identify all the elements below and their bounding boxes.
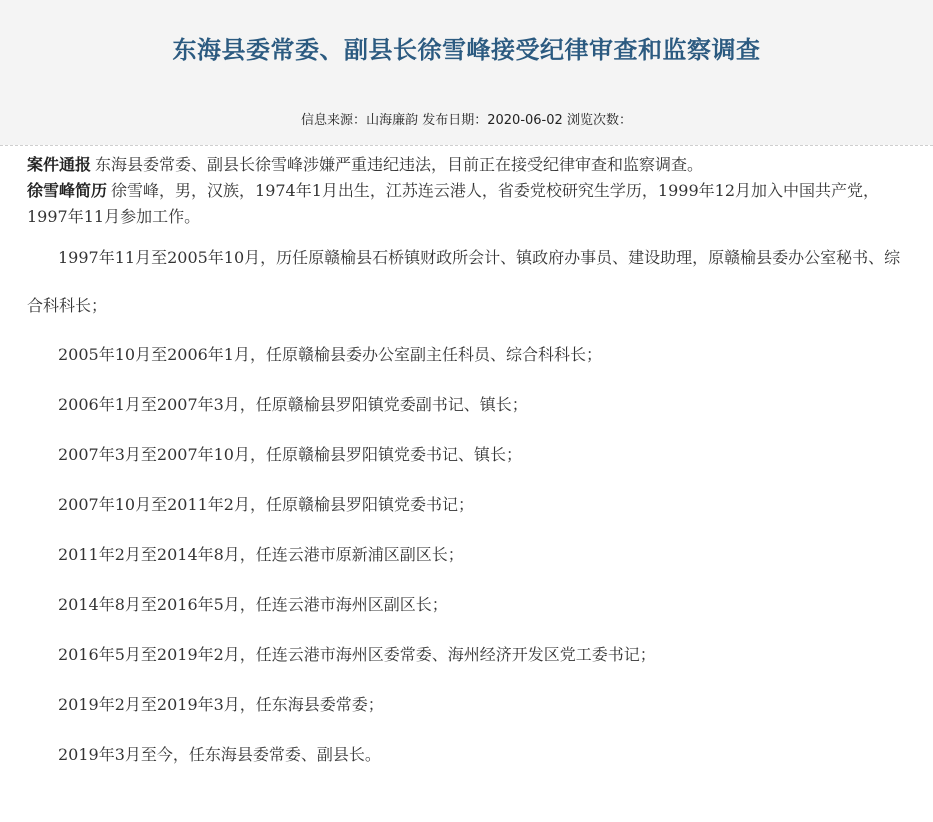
article-meta — [0, 109, 933, 128]
career-item: 1997年11月至2005年10月，历任原赣榆县石桥镇财政所会计、镇政府办事员、建设助理，原赣榆县委办公室秘书、综合科科长； — [27, 248, 901, 315]
views-label: 浏览次数： — [566, 113, 632, 128]
career-item: 2005年10月至2006年1月，任原赣榆县委办公室副主任科员、综合科科长； — [58, 345, 602, 364]
case-paragraph — [27, 152, 907, 178]
date-value: 2020-06-02 — [487, 113, 563, 128]
case-label: 案件通报 — [27, 155, 92, 174]
career-item: 2007年10月至2011年2月，任原赣榆县罗阳镇党委书记； — [58, 495, 474, 514]
article-header — [0, 0, 933, 145]
career-item: 2006年1月至2007年3月，任原赣榆县罗阳镇党委副书记、镇长； — [58, 395, 528, 414]
bio-text: 徐雪峰，男，汉族，1974年1月出生，江苏连云港人，省委党校研究生学历，1999年12月加入中国共产党，1997年11月参加工作。 — [27, 181, 879, 226]
career-item: 2019年3月至今，任东海县委常委、副县长。 — [58, 745, 381, 764]
career-item: 2011年2月至2014年8月，任连云港市原新浦区副区长； — [58, 545, 464, 564]
career-item: 2019年2月至2019年3月，任东海县委常委； — [58, 695, 384, 714]
career-item: 2007年3月至2007年10月，任原赣榆县罗阳镇党委书记、镇长； — [58, 445, 522, 464]
bio-label: 徐雪峰简历 — [27, 181, 108, 200]
bio-paragraph — [27, 178, 907, 230]
career-item: 2014年8月至2016年5月，任连云港市海州区副区长； — [58, 595, 448, 614]
article-title: 东海县委常委、副县长徐雪峰接受纪律审查和监察调查 — [172, 35, 761, 64]
article-body — [27, 152, 907, 780]
source-value: 山海廉韵 — [366, 113, 419, 128]
career-item: 2016年5月至2019年2月，任连云港市海州区委常委、海州经济开发区党工委书记； — [58, 645, 656, 664]
date-label: 发布日期： — [422, 113, 488, 128]
case-text: 东海县委常委、副县长徐雪峰涉嫌严重违纪违法，目前正在接受纪律审查和监察调查。 — [95, 155, 704, 174]
header-divider — [0, 145, 933, 146]
career-list — [27, 234, 907, 780]
source-label: 信息来源： — [301, 113, 367, 128]
